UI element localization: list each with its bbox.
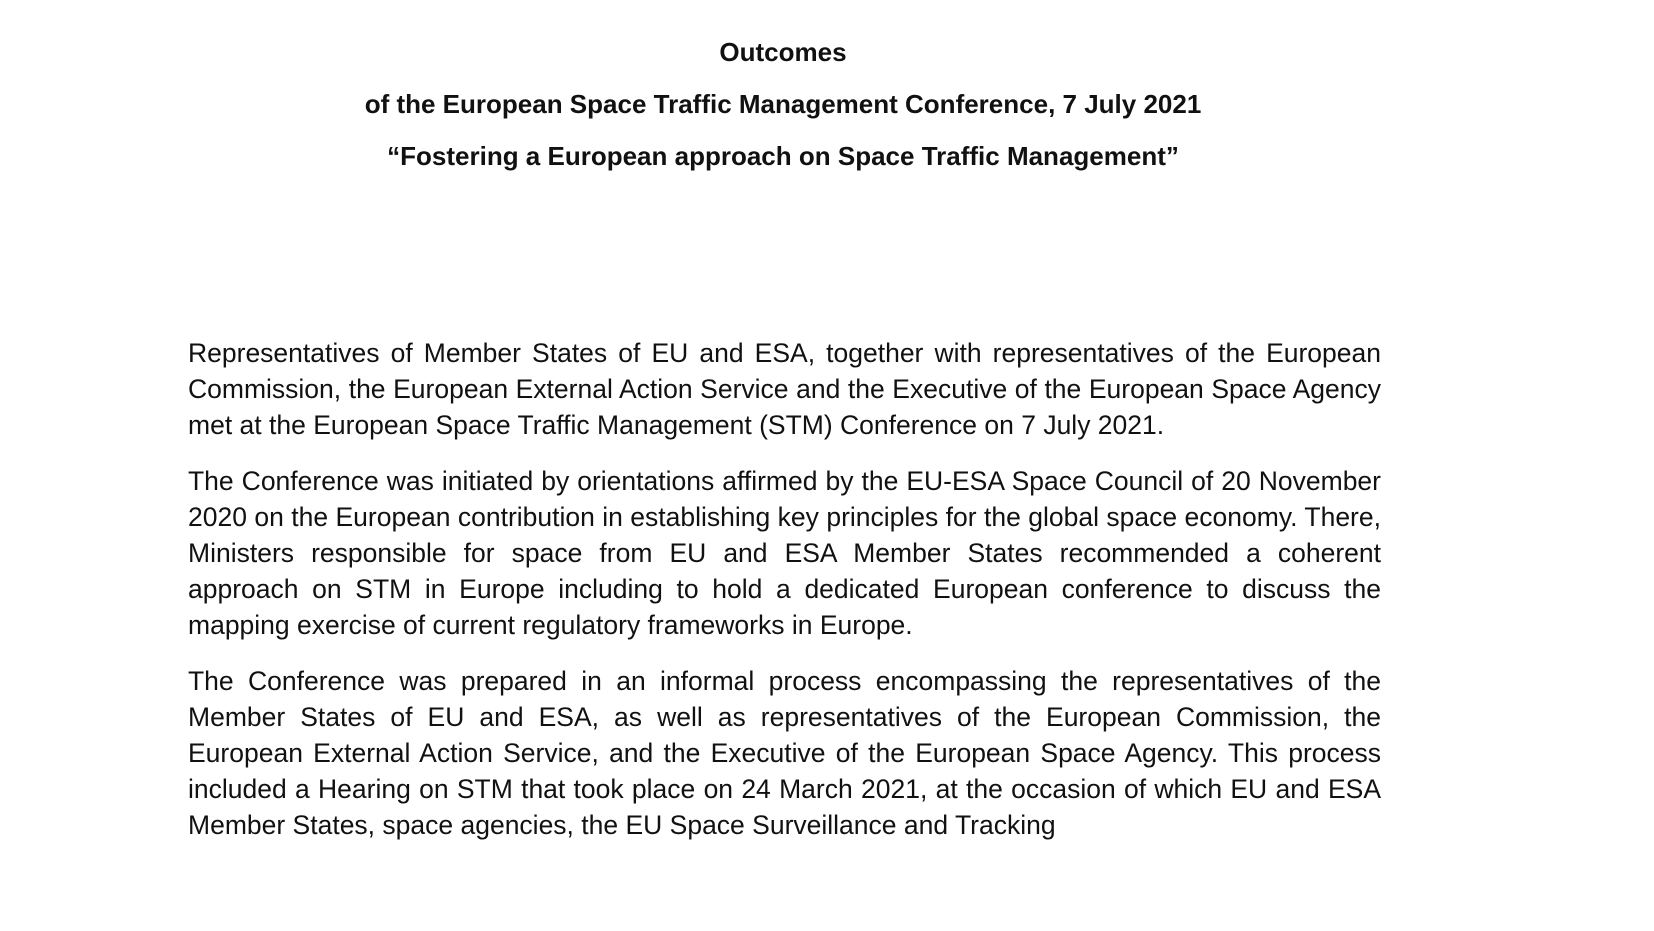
paragraph-2: The Conference was initiated by orientations affirmed by the EU-ESA Space Council of 20 November 2020 on the European contribution in establishing key principles for the global space economy. There, Ministers responsible for space from EU and ESA Member States recommended a coherent approach on STM in Europe including to hold a dedicated European conference to discuss the mapping exercise of current regulatory frameworks in Europe. bbox=[188, 466, 1381, 640]
document-motto: “Fostering a European approach on Space Traffic Management” bbox=[387, 141, 1179, 171]
document-body bbox=[188, 335, 1381, 863]
document-subtitle: of the European Space Traffic Management Conference, 7 July 2021 bbox=[364, 89, 1202, 119]
document-title: Outcomes bbox=[719, 37, 847, 67]
paragraph-1: Representatives of Member States of EU and ESA, together with representatives of the European Commission, the European External Action Service and the Executive of the European Space Agency met at the European Space Traffic Management (STM) Conference on 7 July 2021. bbox=[188, 338, 1381, 440]
paragraph-3: The Conference was prepared in an informal process encompassing the representatives of the Member States of EU and ESA, as well as representatives of the European Commission, the European External Action Service, and the Executive of the European Space Agency. This process included a Hearing on STM that took place on 24 March 2021, at the occasion of which EU and ESA Member States, space agencies, the EU Space Surveillance and Tracking bbox=[188, 666, 1381, 840]
